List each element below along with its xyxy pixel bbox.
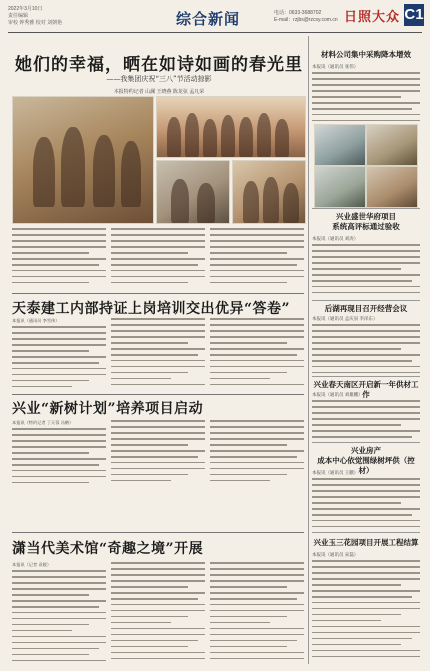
right-separator-1 <box>312 208 420 209</box>
right-photo-4 <box>366 166 418 208</box>
lead-photo-small-2 <box>232 160 306 224</box>
right-story-d-body <box>312 400 420 440</box>
right-story-c-headline: 后湖再现目召开经营会议 <box>324 304 408 313</box>
right-story-c-byline: 本报讯（通讯员 孟庆泉 李泽东） <box>312 316 378 321</box>
lead-photo-small-1 <box>156 160 230 224</box>
right-story-a-body <box>312 72 420 122</box>
story-4-headline: 潇当代美术馆“奇趣之境”开展 <box>12 541 204 557</box>
lead-photo-group <box>156 96 306 158</box>
lead-photo-main <box>12 96 154 224</box>
story-3-headline: 兴业“新树计划”培养项目启动 <box>12 401 204 417</box>
section-title: 综合新闻 <box>176 11 241 28</box>
right-story-b-headline: 兴业盛世华府项目 系统高评标通过验收 <box>332 212 400 231</box>
right-photo-3 <box>314 166 366 208</box>
right-photo-1 <box>314 124 366 166</box>
right-photo-2 <box>366 124 418 166</box>
issue-date: 2022年3月10日 <box>8 6 43 12</box>
right-story-f-headline: 兴业玉三花园项目开展工程结算 <box>313 538 419 547</box>
right-separator-2 <box>312 300 420 301</box>
right-story-b-body <box>312 244 420 298</box>
story-2-col-2 <box>111 318 205 390</box>
right-story-a-byline: 本报讯（通讯员 张伟） <box>312 64 359 69</box>
right-story-f-byline: 本报讯（通讯员 宋磊） <box>312 552 359 557</box>
masthead-meta <box>8 6 62 27</box>
lead-byline: 本报特约记者 山澜 王晓燕 陈龙弦 孟凡荣 <box>113 89 205 95</box>
staff-line-1: 责任编辑 <box>8 13 29 19</box>
right-story-a-headline: 材料公司集中采购降本增效 <box>321 50 411 59</box>
masthead-rule <box>8 32 422 33</box>
right-story-b-byline: 本报讯（通讯员 刘涛） <box>312 236 359 241</box>
story-2-byline: 本报讯（通讯员 李雪伟） <box>12 318 60 323</box>
lead-body-col-1 <box>12 228 106 290</box>
story-4-col-2 <box>111 562 205 664</box>
staff-line-2: 审校 钟秀雅 校对 刘朝艳 <box>8 20 63 26</box>
right-separator-5 <box>312 532 420 533</box>
right-separator-3 <box>312 376 420 377</box>
masthead-contact <box>274 10 338 24</box>
phone: 电话：0633-3688702 <box>274 10 322 16</box>
lead-body-col-2 <box>111 228 205 290</box>
story-3-col-1 <box>12 428 106 486</box>
separator-3 <box>12 532 304 533</box>
column-divider <box>308 36 309 664</box>
lead-subtitle: ——我集团庆祝“三八”节活动掠影 <box>106 75 212 83</box>
right-story-e-byline: 本报讯（通讯员 王鹏） <box>312 470 359 475</box>
story-4-col-1 <box>12 570 106 664</box>
separator-2 <box>12 394 304 395</box>
right-story-c-body <box>312 324 420 374</box>
story-2-headline: 天泰建工内部持证上岗培训交出优异“答卷” <box>12 301 291 317</box>
lead-body-col-3 <box>210 228 304 290</box>
right-story-e-headline: 兴业房产 成本中心依觉围绿树坪供（控材） <box>317 446 415 475</box>
story-3-byline: 本报讯（特约记者 丁天蓉 冯鹤） <box>12 420 74 425</box>
right-story-e-body <box>312 478 420 528</box>
story-4-byline: 本报讯（记者 袁媛） <box>12 562 52 567</box>
brand-logo: 日照大众 <box>344 10 401 25</box>
right-story-d-headline: 兴业春天南区开启新一年供材工作 <box>313 380 419 399</box>
story-2-col-3 <box>210 318 304 390</box>
separator-1 <box>12 293 304 294</box>
email: E-mail：rzjbs@rzcsy.com.cn <box>274 17 338 23</box>
right-story-d-byline: 本报讯（通讯员 刘雄鹏） <box>312 392 363 397</box>
right-story-f-body <box>312 560 420 662</box>
page-number: C1 <box>404 4 424 26</box>
story-4-col-3 <box>210 562 304 664</box>
story-3-col-3 <box>210 420 304 486</box>
story-2-col-1 <box>12 326 106 390</box>
story-3-col-2 <box>111 420 205 486</box>
lead-headline: 她们的幸福，晒在如诗如画的春光里 <box>15 55 303 75</box>
right-separator-4 <box>312 442 420 443</box>
